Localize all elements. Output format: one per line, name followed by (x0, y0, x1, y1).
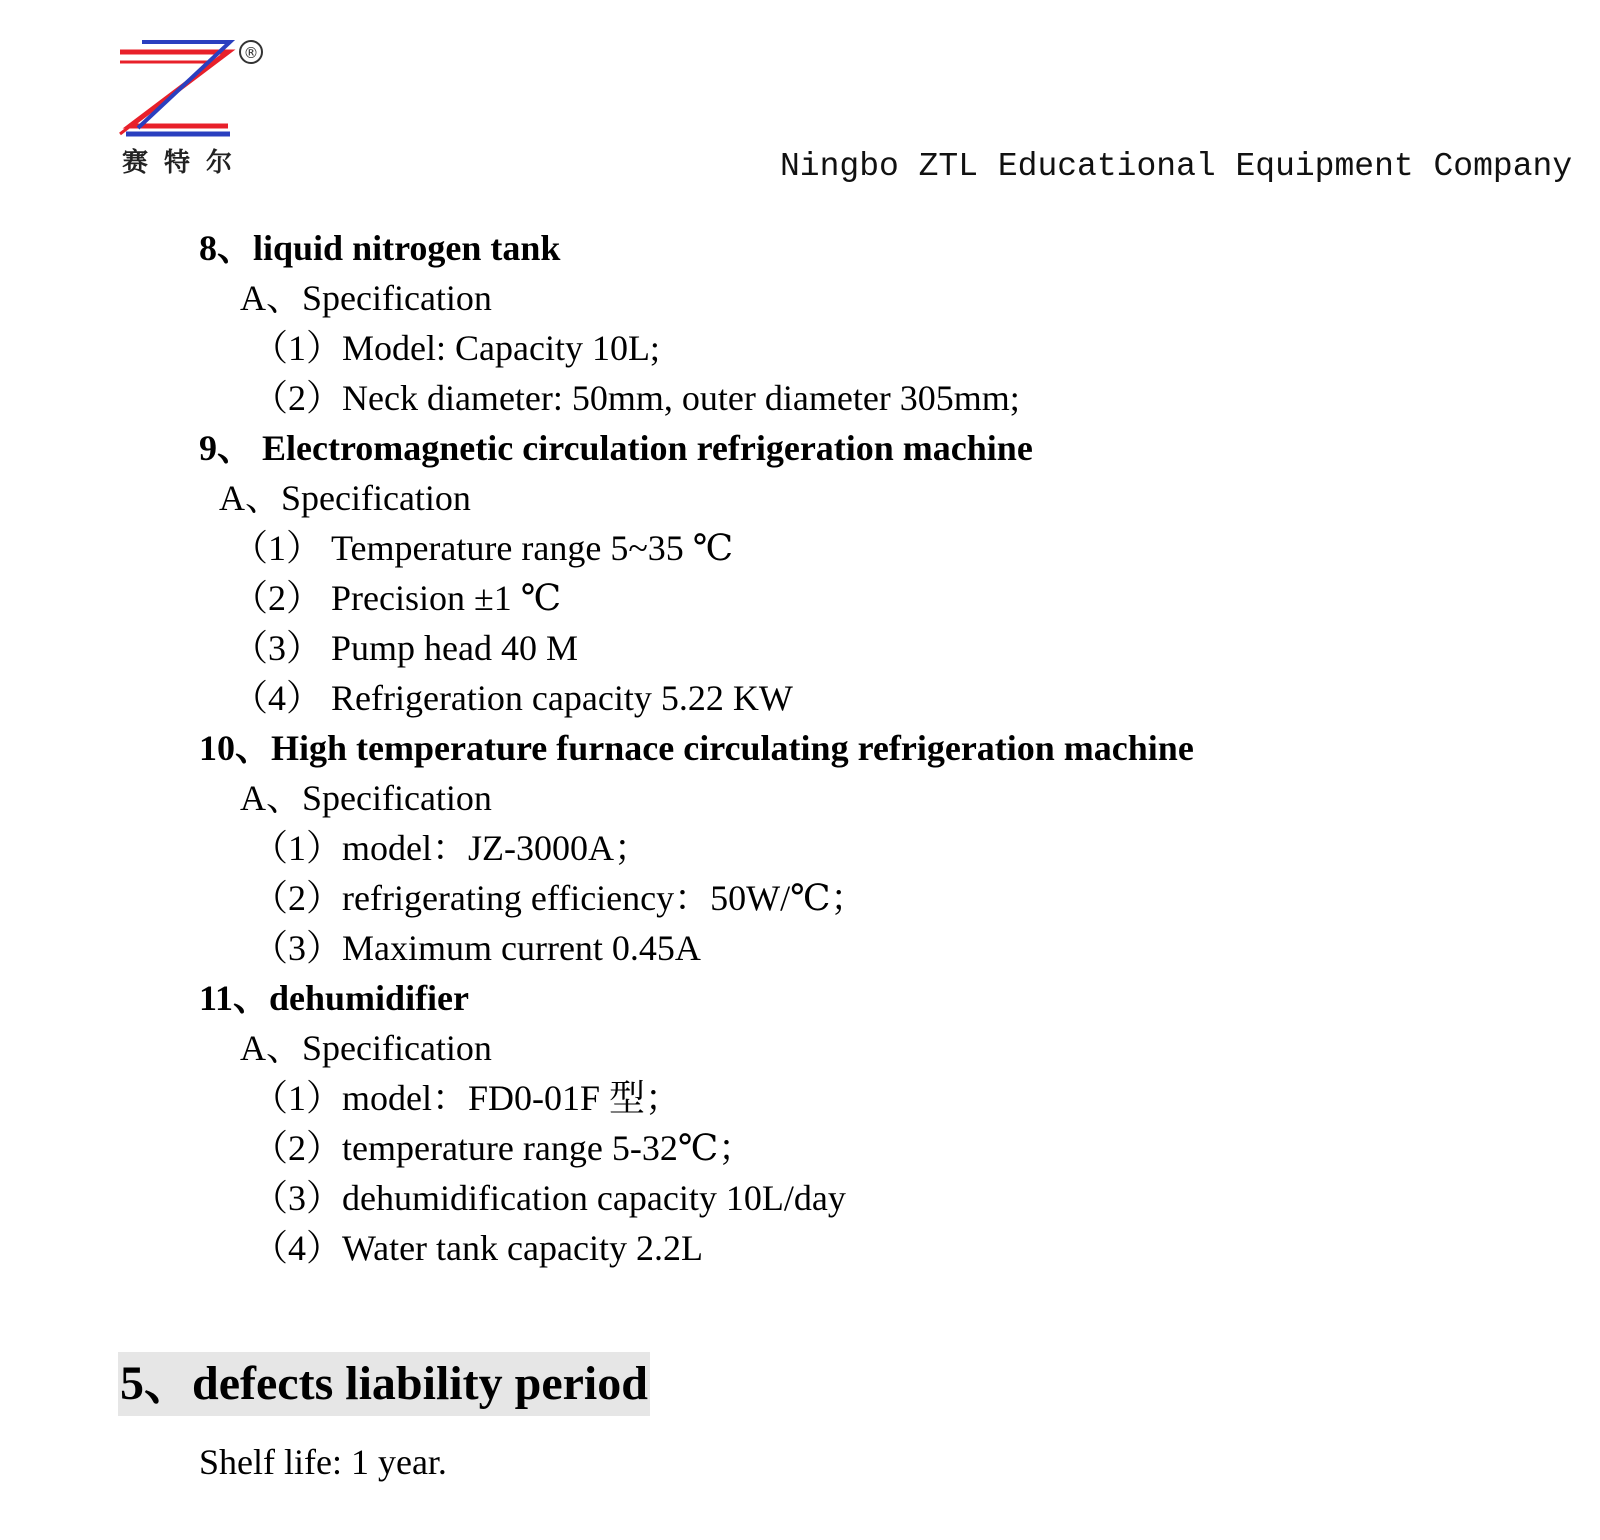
item-sub-11: A、Specification (240, 1028, 492, 1068)
item-title-11: 11、dehumidifier (199, 978, 470, 1018)
spec-line: （1） Temperature range 5~35 ℃ (232, 528, 734, 568)
spec-line: （4） Refrigeration capacity 5.22 KW (232, 678, 793, 718)
spec-line: （2）refrigerating efficiency：50W/℃； (252, 878, 867, 918)
item-sub-10: A、Specification (240, 778, 492, 818)
company-logo (118, 38, 268, 183)
registered-mark: ® (243, 44, 259, 62)
spec-line: （2） Precision ±1 ℃ (232, 578, 562, 618)
shelf-life-text: Shelf life: 1 year. (199, 1442, 447, 1482)
spec-line: （4）Water tank capacity 2.2L (252, 1228, 703, 1268)
spec-line: （1）model：FD0-01F 型； (252, 1078, 682, 1118)
company-name: Ningbo ZTL Educational Equipment Company (780, 148, 1573, 185)
item-sub-8: A、Specification (240, 278, 492, 318)
spec-line: （3）dehumidification capacity 10L/day (252, 1178, 846, 1218)
item-title-9: 9、 Electromagnetic circulation refrigeration machine (199, 428, 1033, 468)
section-heading-defects-liability: 5、defects liability period (118, 1352, 650, 1416)
page-header (0, 0, 1600, 200)
item-title-8: 8、liquid nitrogen tank (199, 228, 561, 268)
spec-line: （1）model：JZ-3000A； (252, 828, 650, 868)
item-sub-9: A、Specification (219, 478, 471, 518)
spec-line: （2）Neck diameter: 50mm, outer diameter 305mm; (252, 378, 1020, 418)
spec-line: （1）Model: Capacity 10L; (252, 328, 660, 368)
spec-line: （2）temperature range 5-32℃； (252, 1128, 755, 1168)
item-title-10: 10、High temperature furnace circulating refrigeration machine (199, 728, 1194, 768)
spec-line: （3） Pump head 40 M (232, 628, 578, 668)
z-logo-mark (118, 38, 268, 138)
logo-chinese-name: 赛特尔 (122, 148, 249, 178)
spec-line: （3）Maximum current 0.45A (252, 928, 701, 968)
